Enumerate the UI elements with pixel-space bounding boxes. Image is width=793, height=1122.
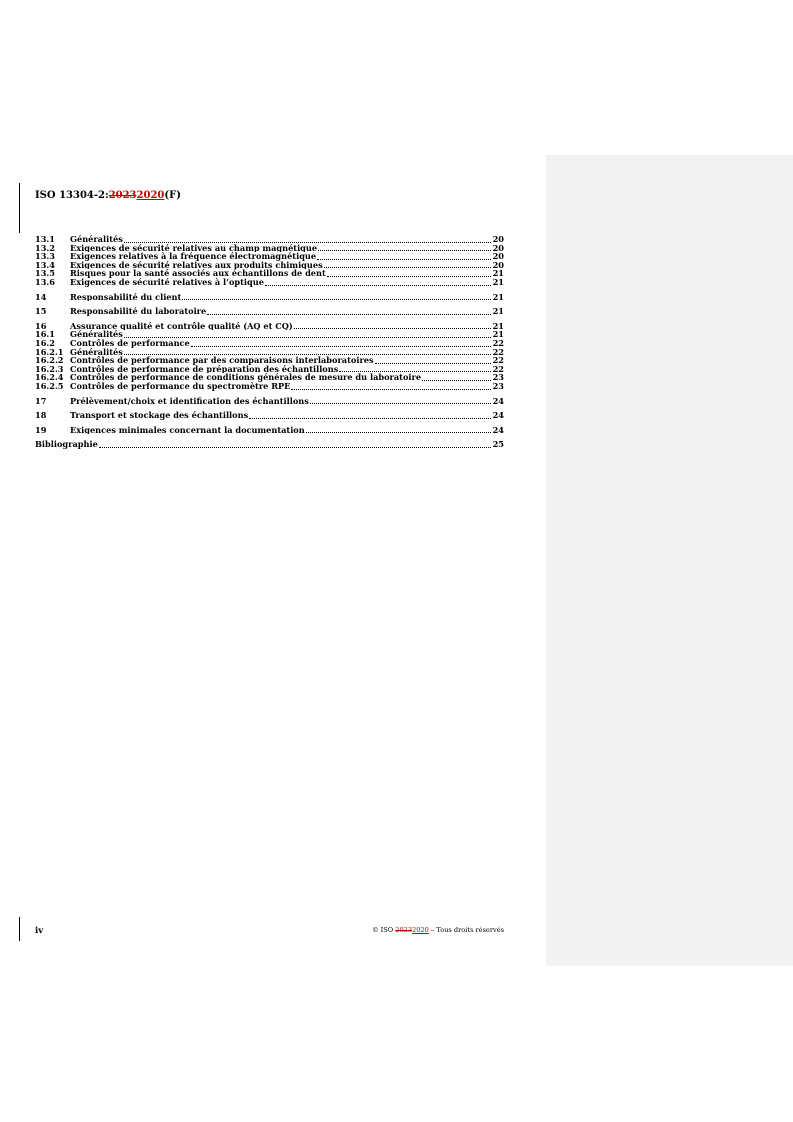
header-suffix: (F) [164,190,181,201]
footer-page-number: iv [35,926,44,936]
toc-entry[interactable] [35,261,504,270]
toc-entry-page: 24 [492,396,504,406]
toc-entry-title: Contrôles de performance par des comparaisons interlaboratoires [70,356,374,365]
toc-dot-leader [318,244,491,251]
toc-dot-leader [422,374,491,381]
toc-entry-title: Exigences de sécurité relatives aux produits chimiques [70,260,323,270]
toc-entry-page: 24 [492,411,504,420]
toc-entry[interactable] [35,293,504,302]
toc-entry-title: Responsabilité du client [70,292,182,302]
toc-dot-leader [99,441,491,448]
header-inserted-year: 2020 [136,190,165,201]
toc-entry-page: 25 [492,440,504,449]
toc-dot-leader [294,322,491,329]
toc-entry-number: 13.6 [35,277,55,287]
toc-dot-leader [249,412,491,419]
toc-entry-page: 20 [492,252,504,261]
toc-dot-leader [327,270,491,277]
toc-entry-title: Assurance qualité et contrôle qualité (AQ et CQ) [70,321,293,331]
toc-entry-page: 21 [492,292,504,302]
toc-entry-page: 22 [492,347,504,357]
toc-entry[interactable] [35,235,504,244]
toc-dot-leader [265,279,491,286]
toc-dot-leader [207,308,491,315]
page-header [35,190,181,201]
footer-inserted-year: 2020 [412,926,429,934]
toc-entry-number: 16 [35,321,47,331]
toc-dot-leader [339,365,491,372]
toc-entry-page: 22 [492,338,504,348]
toc-entry-title: Prélèvement/choix et identification des échantillons [70,396,309,406]
footer-deleted-year: 2023 [395,926,413,934]
toc-entry-title: Contrôles de performance de conditions générales de mesure du laboratoire [70,373,422,382]
toc-entry-page: 20 [492,235,504,244]
toc-entry-page: 20 [492,260,504,270]
toc-entry-number: 16.1 [35,330,55,339]
toc-entry[interactable] [35,411,504,420]
toc-entry-number: 13.3 [35,252,55,261]
toc-dot-leader [324,261,491,268]
toc-entry[interactable] [35,244,504,253]
toc-entry-number: 16.2.4 [35,373,64,382]
toc-entry-title: Bibliographie [35,440,98,449]
toc-entry-title: Responsabilité du laboratoire [70,307,207,316]
toc-entry[interactable] [35,440,504,449]
toc-entry[interactable] [35,348,504,357]
toc-entry-page: 21 [492,277,504,287]
toc-entry-number: 17 [35,396,47,406]
toc-entry[interactable] [35,397,504,406]
toc-entry-title: Exigences minimales concernant la documentation [70,425,305,435]
toc-entry-title: Transport et stockage des échantillons [70,411,249,420]
toc-entry-title: Contrôles de performance de préparation des échantillons [70,364,339,374]
toc-entry-page: 23 [492,381,504,391]
toc-dot-leader [291,383,491,390]
toc-entry[interactable] [35,373,504,382]
toc-entry-page: 22 [492,356,504,365]
change-bar-header [19,183,20,233]
toc-entry[interactable] [35,382,504,391]
toc-entry-number: 13.5 [35,269,55,278]
toc-entry[interactable] [35,307,504,316]
toc-entry-page: 21 [492,307,504,316]
toc-dot-leader [191,340,491,347]
toc-entry-number: 16.2.5 [35,381,64,391]
toc-entry[interactable] [35,252,504,261]
toc-entry-title: Exigences de sécurité relatives au champ magnétique [70,243,318,253]
toc-entry[interactable] [35,339,504,348]
toc-entry-page: 24 [492,425,504,435]
toc-entry[interactable] [35,365,504,374]
header-deleted-year: 2023 [108,190,137,201]
footer-copyright-suffix: – Tous droits réservés [428,926,504,934]
toc-dot-leader [306,426,491,433]
toc-entry-title: Contrôles de performance du spectromètre RPE [70,381,291,391]
toc-entry-number: 13.4 [35,260,55,270]
change-bar-footer [19,917,20,941]
toc-entry[interactable] [35,426,504,435]
toc-dot-leader [317,253,491,260]
toc-dot-leader [375,357,491,364]
toc-entry-number: 18 [35,411,47,420]
toc-entry-title: Généralités [70,347,123,357]
toc-entry-title: Exigences relatives à la fréquence électromagnétique [70,252,317,261]
toc-dot-leader [124,236,491,243]
toc-entry[interactable] [35,269,504,278]
toc-entry[interactable] [35,356,504,365]
toc-entry-number: 16.2 [35,338,55,348]
toc-entry-title: Contrôles de performance [70,338,190,348]
header-prefix: ISO 13304-2: [35,190,109,201]
toc-entry[interactable] [35,278,504,287]
toc-entry-title: Généralités [70,330,123,339]
toc-entry-page: 23 [492,373,504,382]
toc-entry-title: Risques pour la santé associés aux échantillons de dent [70,269,326,278]
toc-entry-title: Généralités [70,235,123,244]
toc-entry-number: 14 [35,292,47,302]
toc-entry-page: 21 [492,321,504,331]
toc-entry-page: 20 [492,243,504,253]
comment-pane [546,155,793,966]
toc-entry-number: 13.1 [35,235,55,244]
toc-entry-number: 19 [35,425,47,435]
toc-dot-leader [124,331,491,338]
toc-entry-page: 22 [492,364,504,374]
toc-entry-number: 13.2 [35,243,55,253]
toc-entry[interactable] [35,322,504,331]
toc-entry-page: 21 [492,269,504,278]
toc-entry-number: 16.2.3 [35,364,64,374]
footer-copyright [372,926,504,934]
toc-dot-leader [124,348,491,355]
toc-entry-number: 16.2.2 [35,356,64,365]
toc-dot-leader [182,293,491,300]
toc-entry-page: 21 [492,330,504,339]
footer-copyright-prefix: © ISO [371,926,396,934]
toc-entry-title: Exigences de sécurité relatives à l’optique [70,277,264,287]
toc-entry[interactable] [35,330,504,339]
toc-entry-number: 15 [35,307,47,316]
toc-entry-number: 16.2.1 [35,347,64,357]
table-of-contents [35,235,504,449]
toc-dot-leader [310,397,491,404]
